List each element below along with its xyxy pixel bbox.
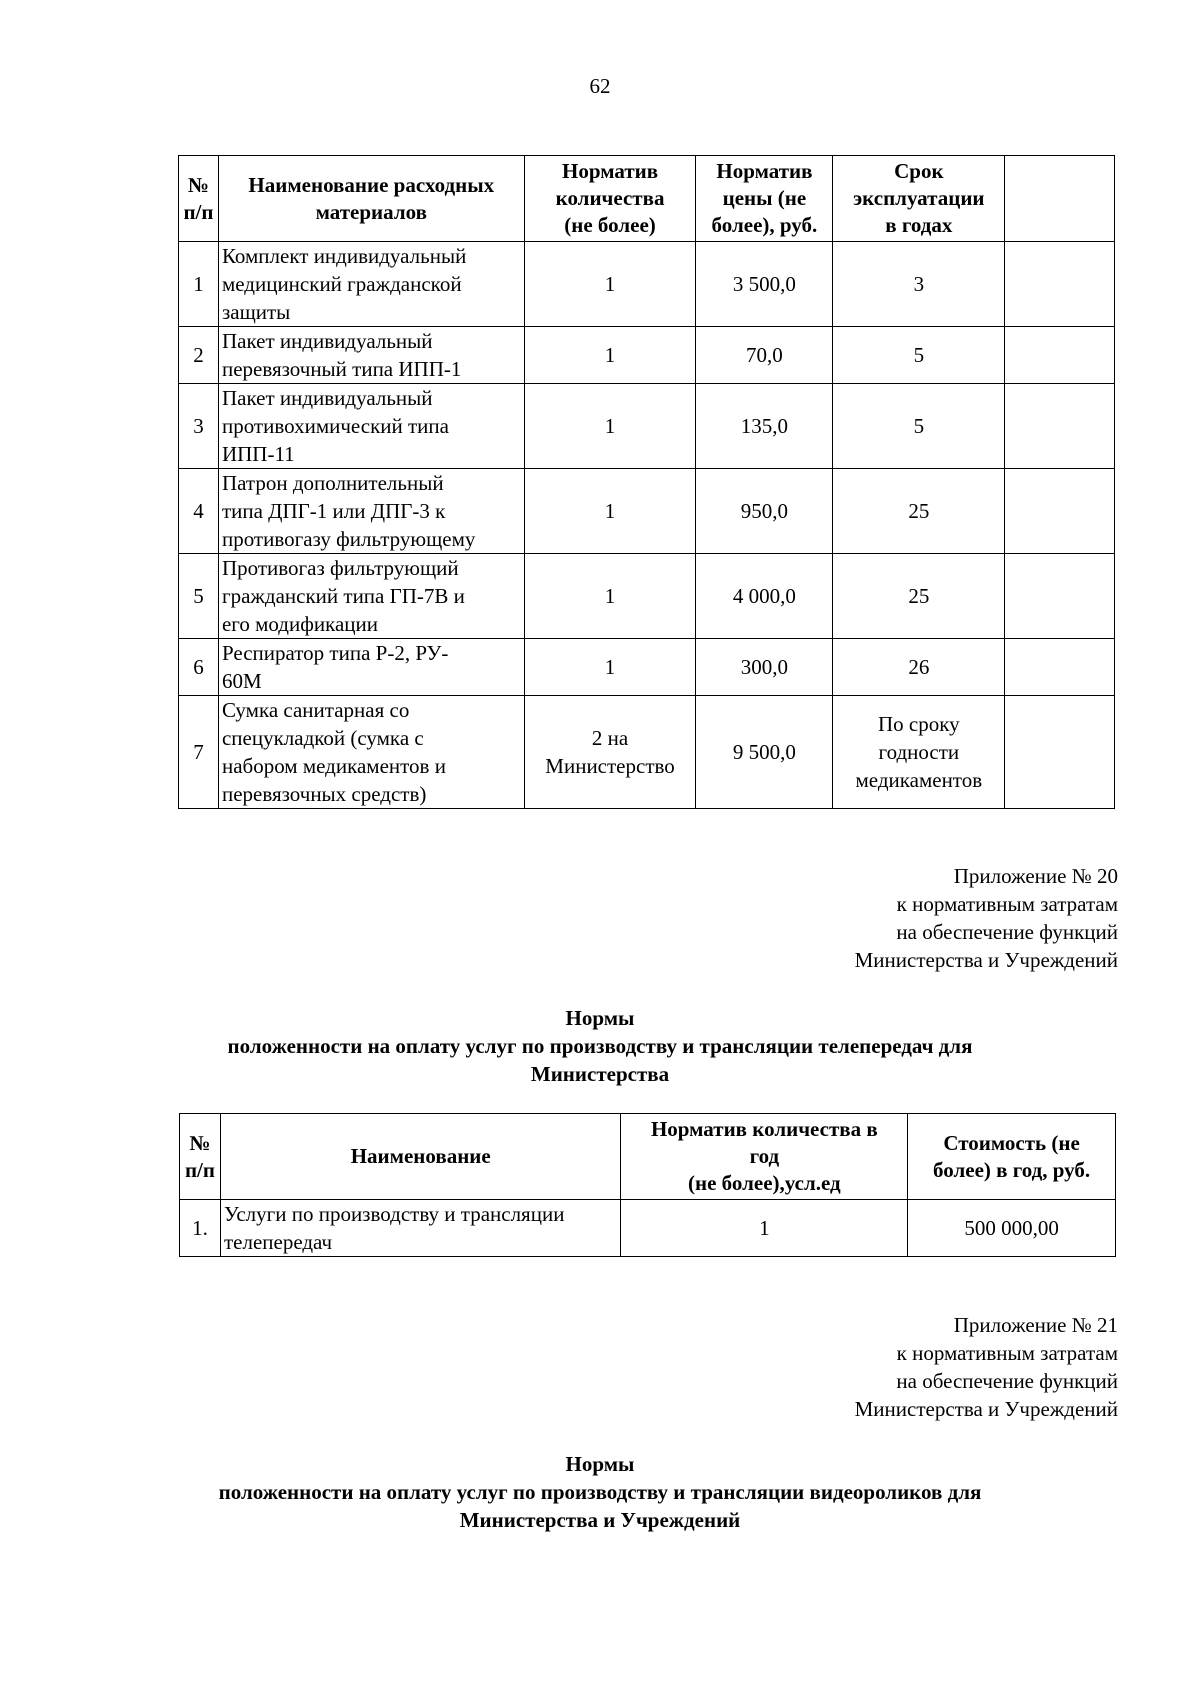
header-term: Срок эксплуатации в годах <box>833 156 1005 242</box>
row-price: 3 500,0 <box>696 242 833 327</box>
row-name: Пакет индивидуальный противохимический типа ИПП-11 <box>218 384 524 469</box>
consumables-table <box>178 155 1115 809</box>
row-qty: 1 <box>524 469 696 554</box>
row-name: Комплект индивидуальный медицинский гражданской защиты <box>218 242 524 327</box>
header-qty: Норматив количества (не более) <box>524 156 696 242</box>
row-empty <box>1005 384 1115 469</box>
page-number: 62 <box>589 74 611 98</box>
row-price: 9 500,0 <box>696 696 833 809</box>
row-num: 1 <box>179 242 219 327</box>
row-term: 5 <box>833 384 1005 469</box>
row-num: 1. <box>180 1200 221 1257</box>
row-name: Патрон дополнительный типа ДПГ-1 или ДПГ-3 к противогазу фильтрующему <box>218 469 524 554</box>
row-term: По сроку годности медикаментов <box>833 696 1005 809</box>
row-name: Услуги по производству и трансляции телепередач <box>220 1200 621 1257</box>
row-empty <box>1005 327 1115 384</box>
row-term: 5 <box>833 327 1005 384</box>
row-term: 26 <box>833 639 1005 696</box>
row-qty: 1 <box>524 639 696 696</box>
header-cost: Стоимость (не более) в год, руб. <box>908 1114 1116 1200</box>
row-name: Пакет индивидуальный перевязочный типа ИПП-1 <box>218 327 524 384</box>
header-num: № п/п <box>179 156 219 242</box>
row-empty <box>1005 242 1115 327</box>
row-cost: 500 000,00 <box>908 1200 1116 1257</box>
header-price: Норматив цены (не более), руб. <box>696 156 833 242</box>
header-num: № п/п <box>180 1114 221 1200</box>
row-empty <box>1005 554 1115 639</box>
row-empty <box>1005 469 1115 554</box>
tv-services-table <box>179 1113 1116 1257</box>
section-title-tv: Нормы положенности на оплату услуг по производству и трансляции телепередач для Министерства <box>227 1006 973 1086</box>
table-row <box>179 327 1115 384</box>
row-price: 135,0 <box>696 384 833 469</box>
row-qty: 1 <box>524 242 696 327</box>
table-row <box>180 1200 1116 1257</box>
table-row <box>179 384 1115 469</box>
table-row <box>179 242 1115 327</box>
row-qty: 1 <box>621 1200 908 1257</box>
row-price: 300,0 <box>696 639 833 696</box>
row-qty: 1 <box>524 327 696 384</box>
table-row <box>179 554 1115 639</box>
row-empty <box>1005 639 1115 696</box>
row-term: 3 <box>833 242 1005 327</box>
row-num: 6 <box>179 639 219 696</box>
header-qty: Норматив количества в год (не более),усл.ед <box>621 1114 908 1200</box>
appendix-21-caption: Приложение № 21 к нормативным затратам на обеспечение функций Министерства и Учреждений <box>854 1313 1118 1421</box>
row-num: 7 <box>179 696 219 809</box>
table-header-row <box>179 156 1115 242</box>
table-row <box>179 696 1115 809</box>
row-name: Респиратор типа Р-2, РУ- 60М <box>218 639 524 696</box>
row-price: 70,0 <box>696 327 833 384</box>
row-price: 4 000,0 <box>696 554 833 639</box>
row-qty: 1 <box>524 384 696 469</box>
row-num: 2 <box>179 327 219 384</box>
row-num: 4 <box>179 469 219 554</box>
row-price: 950,0 <box>696 469 833 554</box>
table-row <box>179 469 1115 554</box>
table-header-row <box>180 1114 1116 1200</box>
row-name: Противогаз фильтрующий гражданский типа ГП-7В и его модификации <box>218 554 524 639</box>
table-row <box>179 639 1115 696</box>
row-num: 5 <box>179 554 219 639</box>
section-title-video: Нормы положенности на оплату услуг по производству и трансляции видеороликов для Министерства и Учреждений <box>218 1452 982 1532</box>
row-name: Сумка санитарная со спецукладкой (сумка с набором медикаментов и перевязочных средств) <box>218 696 524 809</box>
row-num: 3 <box>179 384 219 469</box>
row-qty: 1 <box>524 554 696 639</box>
row-empty <box>1005 696 1115 809</box>
header-name: Наименование расходных материалов <box>218 156 524 242</box>
row-term: 25 <box>833 469 1005 554</box>
row-qty: 2 на Министерство <box>524 696 696 809</box>
appendix-20-caption: Приложение № 20 к нормативным затратам на обеспечение функций Министерства и Учреждений <box>854 864 1118 972</box>
row-term: 25 <box>833 554 1005 639</box>
header-name: Наименование <box>220 1114 621 1200</box>
header-empty <box>1005 156 1115 242</box>
